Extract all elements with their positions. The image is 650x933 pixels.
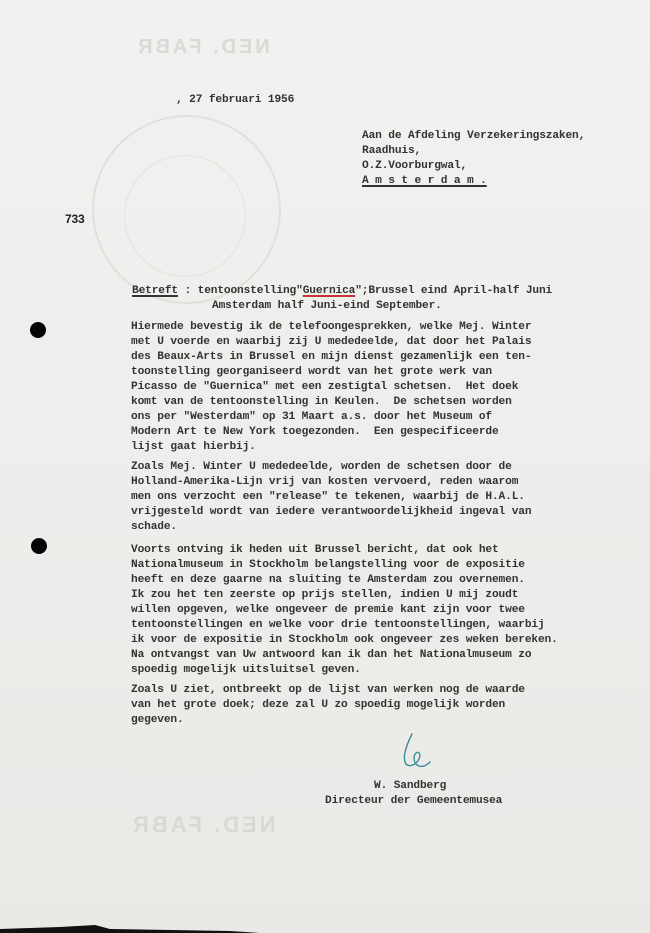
- punch-hole-top: [30, 322, 46, 338]
- recipient-line: Aan de Afdeling Verzekeringszaken,: [362, 130, 586, 142]
- subject-separator: :: [177, 285, 198, 297]
- archive-number: 733: [65, 212, 85, 226]
- embossed-stamp: [92, 115, 281, 304]
- signatory-title: Directeur der Gemeentemusea: [325, 795, 503, 807]
- paragraph-2: [131, 460, 531, 535]
- subject-prefix: tentoonstelling": [197, 285, 303, 297]
- text-line: des Beaux-Arts in Brussel en mijn dienst gezamenlijk een ten-: [131, 351, 532, 363]
- text-line: Modern Art te New York toegezonden. Een gespecificeerde: [131, 426, 499, 438]
- watermark-top: NED. FABR: [135, 36, 270, 58]
- signatory-name: W. Sandberg: [374, 780, 447, 792]
- scan-edge: [0, 925, 650, 933]
- text-line: Zoals Mej. Winter U mededeelde, worden de schetsen door de: [131, 461, 512, 473]
- text-line: tentoonstellingen en welke voor drie tentoonstellingen, waarbij: [131, 619, 545, 631]
- recipient-line: Raadhuis,: [362, 145, 422, 157]
- subject-line-1: [132, 284, 552, 299]
- text-line: Picasso de "Guernica" met een zestigtal schetsen. Het doek: [131, 381, 519, 393]
- text-line: heeft en deze gaarne na sluiting te Amsterdam zou overnemen.: [131, 574, 525, 586]
- text-line: Na ontvangst van Uw antwoord kan ik dan het Nationalmuseum zo: [131, 649, 532, 661]
- text-line: Hiermede bevestig ik de telefoongesprekken, welke Mej. Winter: [131, 321, 532, 333]
- subject-block: [132, 284, 552, 314]
- paragraph-4: [131, 683, 525, 728]
- punch-hole-bottom: [31, 538, 47, 554]
- text-line: lijst gaat hierbij.: [131, 441, 256, 453]
- subject-suffix: ";Brussel eind April-half Juni: [355, 285, 553, 297]
- signature-initial-icon: [398, 730, 438, 780]
- text-line: schade.: [131, 521, 177, 533]
- text-line: willen opgeven, welke ongeveer de premie kant zijn voor twee: [131, 604, 525, 616]
- text-line: gegeven.: [131, 714, 184, 726]
- letter-date: , 27 februari 1956: [176, 94, 295, 106]
- text-line: toonstelling georganiseerd wordt van het grote werk van: [131, 366, 492, 378]
- text-line: van het grote doek; deze zal U zo spoedig mogelijk worden: [131, 699, 506, 711]
- text-line: Ik zou het ten zeerste op prijs stellen, indien U mij zoudt: [131, 589, 519, 601]
- text-line: Nationalmuseum in Stockholm belangstelling voor de expositie: [131, 559, 525, 571]
- recipient-line: O.Z.Voorburgwal,: [362, 160, 468, 172]
- subject-highlight-guernica: Guernica: [302, 285, 356, 297]
- subject-line-2: Amsterdam half Juni-eind September.: [212, 300, 442, 312]
- text-line: vrijgesteld wordt van iedere verantwoordelijkheid ingeval van: [131, 506, 532, 518]
- text-line: men ons verzocht een "release" te tekenen, waarbij de H.A.L.: [131, 491, 525, 503]
- text-line: met U voerde en waarbij zij U mededeelde, dat door het Palais: [131, 336, 532, 348]
- text-line: ons per "Westerdam" op 31 Maart a.s. door het Museum of: [131, 411, 492, 423]
- paragraph-1: [131, 320, 531, 455]
- text-line: spoedig mogelijk uitsluitsel geven.: [131, 664, 361, 676]
- recipient-city: A m s t e r d a m .: [362, 175, 487, 187]
- text-line: komt van de tentoonstelling in Keulen. De schetsen worden: [131, 396, 512, 408]
- text-line: ik voor de expositie in Stockholm ook ongeveer zes weken bereken.: [131, 634, 558, 646]
- watermark-bottom: NED. FABR: [130, 812, 276, 837]
- recipient-address: [362, 129, 585, 189]
- paragraph-3: [131, 543, 558, 678]
- text-line: Holland-Amerika-Lijn vrij van kosten vervoerd, reden waarom: [131, 476, 519, 488]
- text-line: Zoals U ziet, ontbreekt op de lijst van werken nog de waarde: [131, 684, 525, 696]
- subject-label: Betreft: [132, 285, 178, 297]
- text-line: Voorts ontving ik heden uit Brussel bericht, dat ook het: [131, 544, 499, 556]
